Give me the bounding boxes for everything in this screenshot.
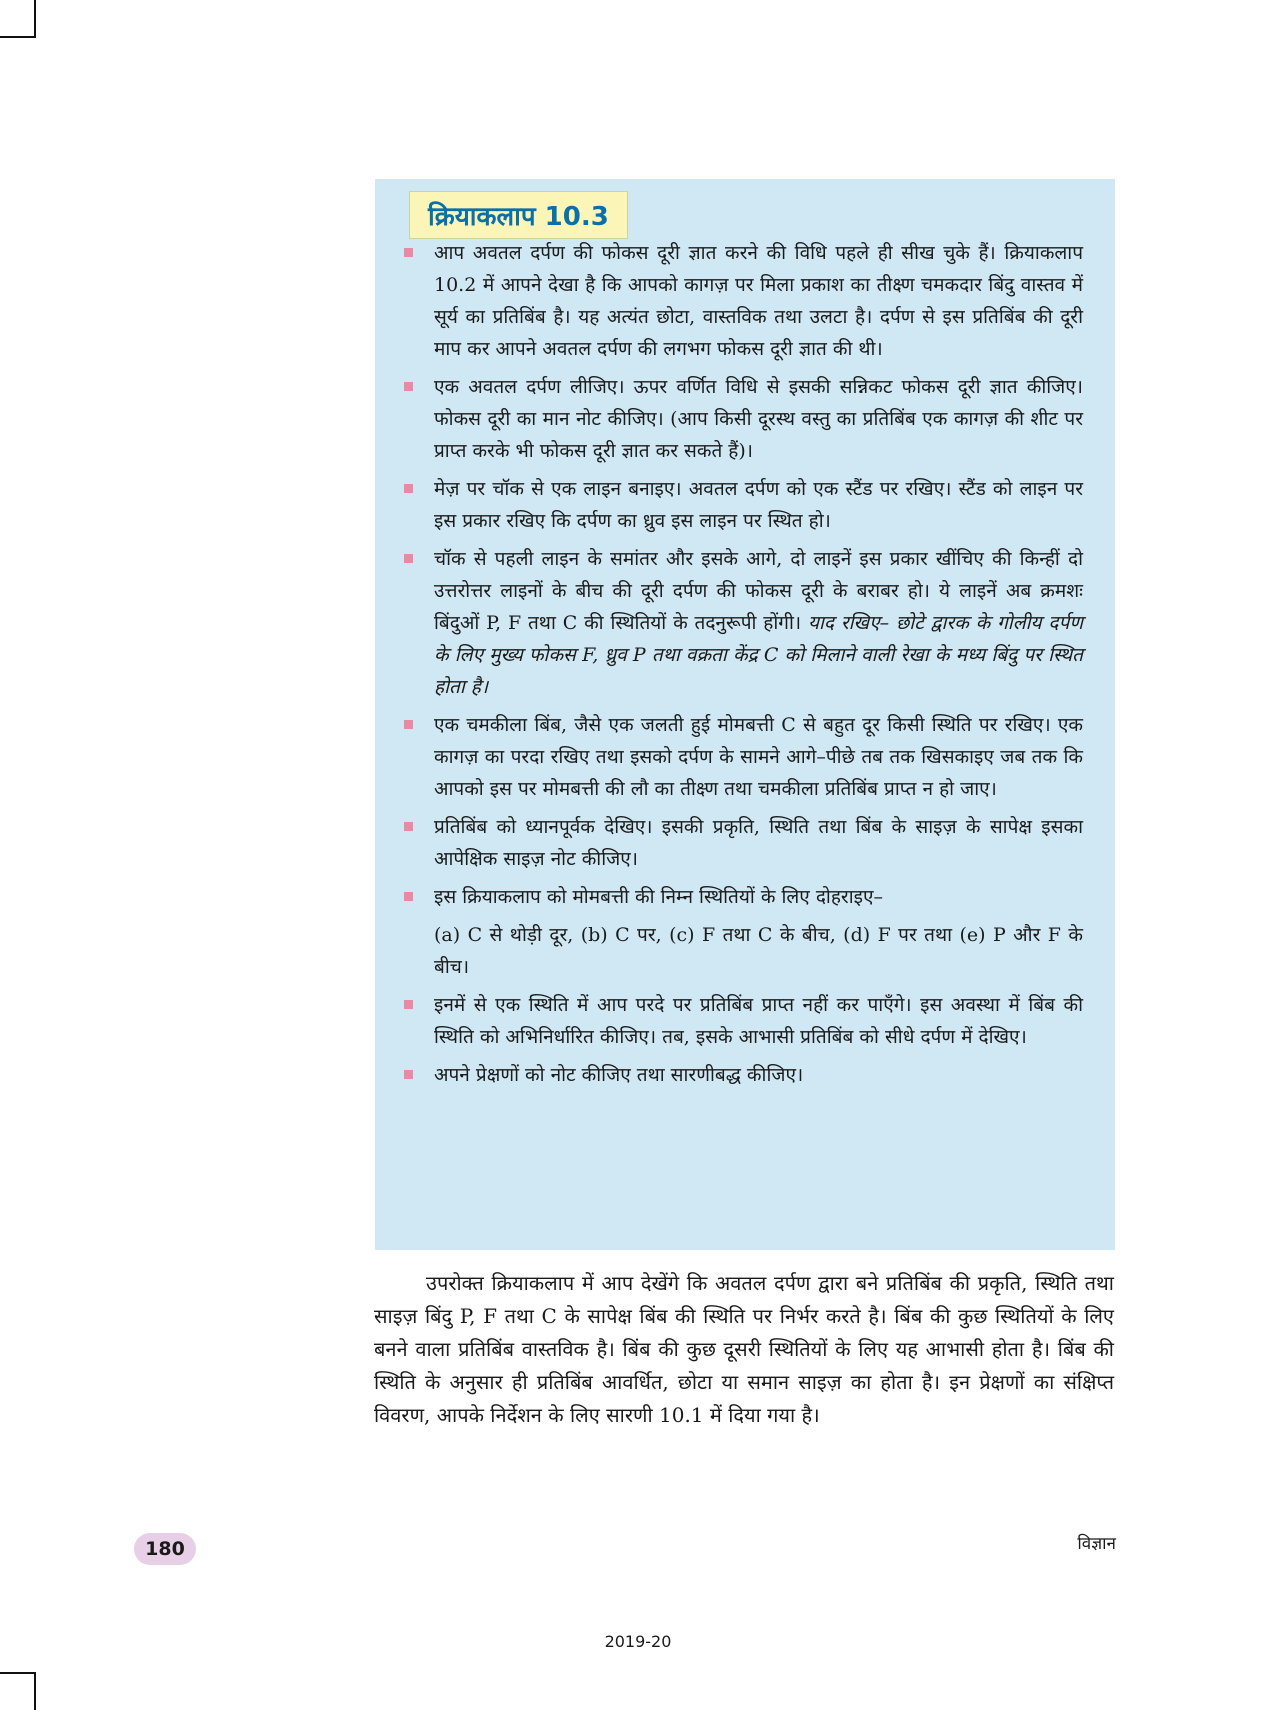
activity-item-text: इस क्रियाकलाप को मोमबत्ती की निम्न स्थितियों के लिए दोहराइए–: [434, 886, 883, 908]
activity-item-text: प्रतिबिंब को ध्यानपूर्वक देखिए। इसकी प्रकृति, स्थिति तथा बिंब के साइज़ के सापेक्ष इसका आपेक्षिक साइज़ नोट कीजिए।: [434, 816, 1083, 870]
page-number-badge: 180: [134, 1533, 196, 1565]
activity-item: [403, 237, 1083, 365]
activity-item: [403, 811, 1083, 875]
activity-item-text: आप अवतल दर्पण की फोकस दूरी ज्ञात करने की विधि पहले ही सीख चुके हैं। क्रियाकलाप 10.2 में आपने देखा है कि आपको कागज़ पर मिला प्रकाश का तीक्ष्ण चमकदार बिंदु वास्तव में सूर्य का प्रतिबिंब है। यह अत्यंत छोटा, वास्तविक तथा उलटा है। दर्पण से इस प्रतिबिंब की दूरी माप कर आपने अवतल दर्पण की लगभग फोकस दूरी ज्ञात की थी।: [434, 242, 1083, 360]
square-bullet-icon: [404, 1000, 413, 1009]
activity-title: क्रियाकलाप 10.3: [409, 191, 628, 239]
crop-mark-top-left-horizontal: [0, 36, 36, 38]
activity-item: [403, 709, 1083, 805]
activity-item: [403, 989, 1083, 1053]
activity-box: [375, 179, 1115, 1250]
square-bullet-icon: [404, 1070, 413, 1079]
activity-item: [403, 371, 1083, 467]
activity-item-text: अपने प्रेक्षणों को नोट कीजिए तथा सारणीबद्ध कीजिए।: [434, 1064, 804, 1086]
activity-item-text: चॉक से पहली लाइन के समांतर और इसके आगे, दो लाइनें इस प्रकार खींचिए की किन्हीं दो उत्तरोत्तर लाइनों के बीच की दूरी दर्पण की फोकस दूरी के बराबर हो। ये लाइनें अब क्रमशः बिंदुओं P, F तथा C की स्थितियों के तदनुरूपी होंगी।: [434, 548, 1083, 634]
activity-item: [403, 543, 1083, 703]
activity-item-text: इनमें से एक स्थिति में आप परदे पर प्रतिबिंब प्राप्त नहीं कर पाएँगे। इस अवस्था में बिंब की स्थिति को अभिनिर्धारित कीजिए। तब, इसके आभासी प्रतिबिंब को सीधे दर्पण में देखिए।: [434, 994, 1083, 1048]
square-bullet-icon: [404, 554, 413, 563]
crop-mark-bottom-left-horizontal: [0, 1672, 36, 1674]
activity-item: [403, 881, 1083, 983]
square-bullet-icon: [404, 822, 413, 831]
body-paragraph: उपरोक्त क्रियाकलाप में आप देखेंगे कि अवतल दर्पण द्वारा बने प्रतिबिंब की प्रकृति, स्थिति तथा साइज़ बिंदु P, F तथा C के सापेक्ष बिंब की स्थिति पर निर्भर करते है। बिंब की कुछ स्थितियों के लिए बनने वाला प्रतिबिंब वास्तविक है। बिंब की कुछ दूसरी स्थितियों के लिए यह आभासी होता है। बिंब की स्थिति के अनुसार ही प्रतिबिंब आवर्धित, छोटा या समान साइज़ का होता है। इन प्रेक्षणों का संक्षिप्त विवरण, आपके निर्देशन के लिए सारणी 10.1 में दिया गया है।: [374, 1271, 1114, 1427]
activity-item-text: एक अवतल दर्पण लीजिए। ऊपर वर्णित विधि से इसकी सन्निकट फोकस दूरी ज्ञात कीजिए। फोकस दूरी का मान नोट कीजिए। (आप किसी दूरस्थ वस्तु का प्रतिबिंब एक कागज़ की शीट पर प्राप्त करके भी फोकस दूरी ज्ञात कर सकते हैं)।: [434, 376, 1083, 462]
square-bullet-icon: [404, 892, 413, 901]
activity-item-text: मेज़ पर चॉक से एक लाइन बनाइए। अवतल दर्पण को एक स्टैंड पर रखिए। स्टैंड को लाइन पर इस प्रकार रखिए कि दर्पण का ध्रुव इस लाइन पर स्थित हो।: [434, 478, 1083, 532]
edition-year: 2019-20: [604, 1632, 672, 1651]
activity-item: [403, 473, 1083, 537]
crop-mark-bottom-left-vertical: [34, 1672, 36, 1710]
activity-item-text: एक चमकीला बिंब, जैसे एक जलती हुई मोमबत्ती C से बहुत दूर किसी स्थिति पर रखिए। एक कागज़ का परदा रखिए तथा इसको दर्पण के सामने आगे–पीछे तब तक खिसकाइए जब तक कि आपको इस पर मोमबत्ती की लौ का तीक्ष्ण तथा चमकीला प्रतिबिंब प्राप्त न हो जाए।: [434, 714, 1083, 800]
candle-positions-list: (a) C से थोड़ी दूर, (b) C पर, (c) F तथा C के बीच, (d) F पर तथा (e) P और F के बीच।: [434, 924, 1083, 978]
remember-note: याद रखिए– छोटे द्वारक के गोलीय दर्पण के लिए मुख्य फोकस F, ध्रुव P तथा वक्रता केंद्र C को मिलाने वाली रेखा के मध्य बिंदु पर स्थित होता है।: [434, 612, 1084, 698]
crop-mark-top-left-vertical: [34, 0, 36, 38]
square-bullet-icon: [404, 382, 413, 391]
subject-label: विज्ञान: [1077, 1534, 1116, 1554]
activity-list: [403, 237, 1083, 1097]
square-bullet-icon: [404, 484, 413, 493]
square-bullet-icon: [404, 248, 413, 257]
activity-item: [403, 1059, 1083, 1091]
square-bullet-icon: [404, 720, 413, 729]
